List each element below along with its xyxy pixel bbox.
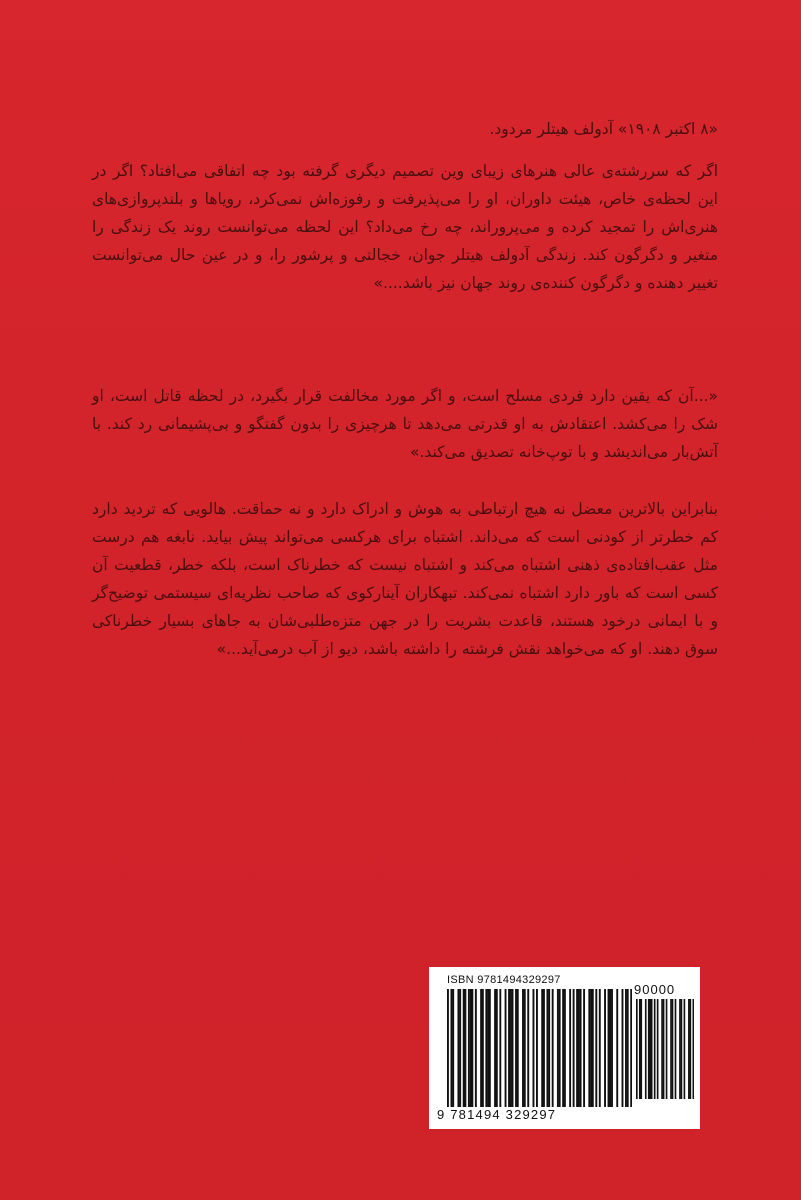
barcode-bar xyxy=(489,989,491,1107)
barcode-bar xyxy=(482,989,484,1107)
barcode-bar xyxy=(452,989,454,1107)
barcode-bar xyxy=(651,999,653,1099)
barcode-bar xyxy=(515,989,517,1107)
isbn-label: ISBN 9781494329297 xyxy=(447,974,561,986)
ean-digits: 9 781494 329297 xyxy=(437,1107,557,1122)
barcode-bar xyxy=(636,999,638,1099)
paragraph-intro: اگر که سررشته‌ی عالی هنرهای زیبای وین تصمیم دیگری گرفته بود چه اتفاقی می‌افتاد؟ اگر در این لحظه‌ی خاص، هیئت داوران، او را می‌پذیرفت و رفوزه‌اش نمی‌کرد، رویاها و بلندپروازی‌های هنری‌اش را تمجید کرده و می‌پروراند، چه رخ می‌داد؟ این لحظه می‌توانست روند یک زندگی را متغیر و دگرگون کند. زندگی آدولف هیتلر جوان، خجالتی و پرشور را، و در عین حال می‌توانست تغییر دهنده و دگرگون کننده‌ی روند جهان نیز باشد....» xyxy=(92,162,718,292)
barcode-bar xyxy=(670,999,672,1099)
paragraph-quote: «...آن که یقین دارد فردی مسلح است، و اگر مورد مخالفت قرار بگیرد، در لحظه قاتل است، او شک را می‌کشد. اعتقادش به او قدرتی می‌دهد تا هرچیزی را بدون گفتگو و بی‌پشیمانی رد کند. با آتش‌بار می‌اندیشد و با توپ‌خانه تصدیق می‌کند.» xyxy=(92,387,718,461)
barcode-bar xyxy=(622,989,624,1107)
barcode-bar xyxy=(616,989,618,1107)
barcode-bar xyxy=(470,989,472,1107)
barcode-bar xyxy=(557,989,559,1107)
barcode-bar xyxy=(675,999,677,1099)
barcode-bar xyxy=(604,989,606,1107)
barcode-bar xyxy=(543,989,545,1107)
paragraph-conclusion: بنابراین بالاترین معضل نه هیچ ارتباطی به هوش و ادراک دارد و نه حماقت. هالویی که تردید دارد کم خطرتر از کودنی است که می‌داند. اشتباه برای هرکسی می‌تواند پیش بیاید. نابغه هم درست مثل عقب‌افتاده‌ی ذهنی اشتباه می‌کند و اشتباه نیست که خطرناک است، بلکه خطر، قطعیت آن کسی است که باور دارد اشتباه نمی‌کند. تبهکاران آینارکوی که صاحب نظریه‌ای سیستمی توضیح‌گر و با ایمانی درخود هستند، قاعدت بشریت را در جهن متزه‌طلبی‌شان به جاهای بسیار خطرناکی سوق دهند. او که می‌خواهد نقش فرشته را داشته باشد، دیو از آب درمی‌آید...» xyxy=(92,500,718,658)
barcode-bar xyxy=(559,989,561,1107)
barcode-bar xyxy=(527,989,529,1107)
barcode-bar xyxy=(611,989,613,1107)
barcode-bar xyxy=(573,989,575,1107)
barcode-bar xyxy=(548,989,550,1107)
barcode-bar xyxy=(475,989,477,1107)
barcode-bar xyxy=(608,989,610,1107)
price-addon-bars xyxy=(636,999,694,1099)
barcode-bar xyxy=(630,989,632,1107)
barcode-bar xyxy=(588,989,590,1107)
isbn-barcode xyxy=(429,967,700,1129)
barcode-bar xyxy=(688,999,690,1099)
barcode-bar xyxy=(512,989,514,1107)
barcode-bar xyxy=(569,989,571,1107)
barcode-bar xyxy=(595,989,597,1107)
barcode-bar xyxy=(536,989,538,1107)
barcode-bars xyxy=(447,989,632,1107)
barcode-bar xyxy=(684,999,686,1099)
barcode-bar xyxy=(485,989,487,1107)
barcode-bar xyxy=(657,999,659,1099)
price-code: 90000 xyxy=(634,982,676,997)
barcode-bar xyxy=(590,989,592,1107)
barcode-bar xyxy=(459,989,461,1107)
barcode-bar xyxy=(627,989,629,1107)
barcode-bar xyxy=(645,999,647,1099)
barcode-bar xyxy=(552,989,554,1107)
barcode-bar xyxy=(546,989,548,1107)
barcode-bar xyxy=(609,989,611,1107)
barcode-bar xyxy=(480,989,482,1107)
barcode-bar xyxy=(693,999,694,1099)
barcode-bar xyxy=(666,999,668,1099)
barcode-bar xyxy=(487,989,489,1107)
barcode-bar xyxy=(583,989,585,1107)
barcode-bar xyxy=(663,999,665,1099)
barcode-bar xyxy=(522,989,524,1107)
barcode-bar xyxy=(524,989,526,1107)
barcode-bar xyxy=(505,989,507,1107)
barcode-bar xyxy=(681,999,683,1099)
barcode-bar xyxy=(510,989,512,1107)
barcode-bar xyxy=(564,989,566,1107)
date-line: «۸ اکتبر ۱۹۰۸» آدولف هیتلر مردود. xyxy=(489,120,718,138)
barcode-bar xyxy=(599,989,601,1107)
barcode-bar xyxy=(679,999,681,1099)
barcode-bar xyxy=(661,999,663,1099)
barcode-bar xyxy=(533,989,535,1107)
barcode-bar xyxy=(580,989,582,1107)
barcode-bar xyxy=(649,999,651,1099)
barcode-bar xyxy=(672,999,674,1099)
barcode-bar xyxy=(517,989,519,1107)
barcode-bar xyxy=(496,989,498,1107)
barcode-bar xyxy=(625,989,627,1107)
barcode-bar xyxy=(468,989,470,1107)
barcode-bar xyxy=(639,999,641,1099)
barcode-bar xyxy=(578,989,580,1107)
barcode-bar xyxy=(541,989,543,1107)
barcode-bar xyxy=(471,989,473,1107)
barcode-bar xyxy=(450,989,452,1107)
barcode-bar xyxy=(464,989,466,1107)
barcode-bar xyxy=(690,999,692,1099)
barcode-bar xyxy=(463,989,465,1107)
barcode-bar xyxy=(592,989,594,1107)
barcode-bar xyxy=(576,989,578,1107)
barcode-bar xyxy=(457,989,459,1107)
barcode-bar xyxy=(654,999,656,1099)
barcode-bar xyxy=(648,999,650,1099)
barcode-bar xyxy=(562,989,564,1107)
barcode-bar xyxy=(494,989,496,1107)
barcode-bar xyxy=(640,999,642,1099)
barcode-bar xyxy=(508,989,510,1107)
barcode-bar xyxy=(447,989,449,1107)
barcode-bar xyxy=(499,989,501,1107)
